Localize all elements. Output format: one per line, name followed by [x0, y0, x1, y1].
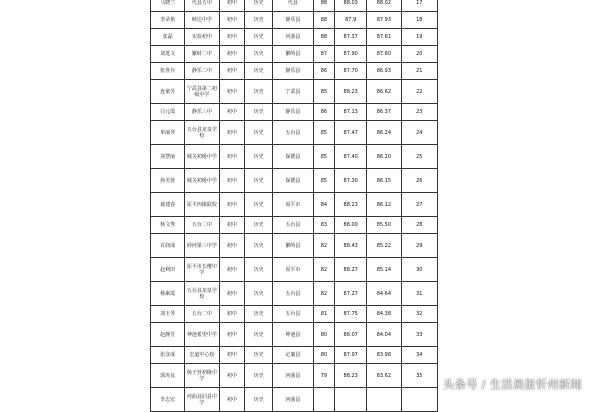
- score-2-cell: 88.23: [335, 80, 367, 104]
- subject-cell: 历史: [245, 364, 273, 388]
- score-final-cell: 86.93: [367, 63, 401, 80]
- score-2-cell: 87.75: [335, 306, 367, 323]
- county-cell: 静乐县: [273, 12, 314, 29]
- table-row: [151, 63, 438, 80]
- school-name-cell: 神池希望中学: [185, 323, 219, 347]
- school-name-cell: 宏道中心校: [185, 347, 219, 364]
- subject-cell: 历史: [245, 169, 273, 193]
- county-cell: 原平市: [273, 258, 314, 282]
- score-2-cell: 88.27: [335, 258, 367, 282]
- score-1-cell: 80: [313, 347, 334, 364]
- score-1-cell: 80: [313, 323, 334, 347]
- subject-cell: 历史: [245, 323, 273, 347]
- teacher-name-cell: 刘进文: [151, 46, 185, 63]
- subject-cell: 历史: [245, 63, 273, 80]
- school-name-cell: 宁武县第二初级中学: [185, 80, 219, 104]
- county-cell: 五台县: [273, 282, 314, 306]
- school-name-cell: 原平西镇联校: [185, 193, 219, 217]
- score-final-cell: 86.20: [367, 145, 401, 169]
- school-name-cell: 五台县龙泉学校: [185, 121, 219, 145]
- school-name-cell: 杨子营初级中学: [185, 364, 219, 388]
- rank-cell: 24: [401, 121, 437, 145]
- rank-cell: 23: [401, 104, 437, 121]
- level-cell: 初中: [219, 217, 245, 234]
- county-cell: 繁峙县: [273, 234, 314, 258]
- score-final-cell: 83.98: [367, 347, 401, 364]
- table-row: [151, 193, 438, 217]
- score-1-cell: 85: [313, 121, 334, 145]
- score-2-cell: 87.70: [335, 63, 367, 80]
- county-cell: 静乐县: [273, 63, 314, 80]
- teacher-name-cell: 张彦成: [151, 347, 185, 364]
- teacher-name-cell: 张喜存: [151, 63, 185, 80]
- school-name-cell: 实验初中: [185, 29, 219, 46]
- rank-cell: 25: [401, 145, 437, 169]
- rank-cell: 26: [401, 169, 437, 193]
- score-final-cell: 86.15: [367, 169, 401, 193]
- school-name-cell: 静乐三中: [185, 104, 219, 121]
- score-final-cell: 85.14: [367, 258, 401, 282]
- table-row: [151, 258, 438, 282]
- score-2-cell: 88.23: [335, 364, 367, 388]
- table-row: [151, 234, 438, 258]
- table-row: [151, 306, 438, 323]
- level-cell: 初中: [219, 258, 245, 282]
- rank-cell: 30: [401, 258, 437, 282]
- subject-cell: 历史: [245, 347, 273, 364]
- teacher-name-cell: 马晓兰: [151, 0, 185, 12]
- table-row: [151, 169, 438, 193]
- county-cell: 五台县: [273, 306, 314, 323]
- score-final-cell: 88.02: [367, 0, 401, 12]
- score-final-cell: 85.50: [367, 217, 401, 234]
- score-final-cell: 86.12: [367, 193, 401, 217]
- teacher-name-cell: 杨素霞: [151, 282, 185, 306]
- school-name-cell: 五台二中: [185, 306, 219, 323]
- score-1-cell: 88: [313, 12, 334, 29]
- subject-cell: 历史: [245, 282, 273, 306]
- table-row: [151, 217, 438, 234]
- county-cell: 代县: [273, 0, 314, 12]
- score-2-cell: 87.97: [335, 347, 367, 364]
- rank-cell: 17: [401, 0, 437, 12]
- county-cell: 河曲县: [273, 388, 314, 412]
- table-row: [151, 104, 438, 121]
- county-cell: 静乐县: [273, 104, 314, 121]
- county-cell: 保德县: [273, 169, 314, 193]
- table-row: [151, 12, 438, 29]
- subject-cell: 历史: [245, 193, 273, 217]
- table-row: [151, 121, 438, 145]
- level-cell: 初中: [219, 121, 245, 145]
- county-cell: 河曲县: [273, 364, 314, 388]
- score-2-cell: 88.03: [335, 0, 367, 12]
- score-1-cell: 82: [313, 234, 334, 258]
- score-final-cell: 83.62: [367, 364, 401, 388]
- county-cell: 神池县: [273, 323, 314, 347]
- table-row: [151, 80, 438, 104]
- level-cell: 初中: [219, 282, 245, 306]
- school-name-cell: 峡达中学: [185, 12, 219, 29]
- level-cell: 初中: [219, 169, 245, 193]
- score-final-cell: 86.62: [367, 80, 401, 104]
- rank-cell: 20: [401, 46, 437, 63]
- table-body: [151, 0, 438, 412]
- school-name-cell: 代县五中: [185, 0, 219, 12]
- subject-cell: 历史: [245, 46, 273, 63]
- level-cell: 初中: [219, 0, 245, 12]
- rank-cell: 34: [401, 347, 437, 364]
- school-name-cell: 静乐二中: [185, 63, 219, 80]
- score-2-cell: 87.37: [335, 29, 367, 46]
- score-1-cell: 85: [313, 169, 334, 193]
- rank-cell: 35: [401, 364, 437, 388]
- table-row: [151, 0, 438, 12]
- table-row: [151, 282, 438, 306]
- score-final-cell: 87.60: [367, 46, 401, 63]
- rank-cell: 27: [401, 193, 437, 217]
- table-row: [151, 364, 438, 388]
- county-cell: 繁峙县: [273, 46, 314, 63]
- teacher-name-cell: 赵利田: [151, 258, 185, 282]
- score-1-cell: 88: [313, 29, 334, 46]
- rank-cell: 31: [401, 282, 437, 306]
- score-1-cell: 87: [313, 46, 334, 63]
- teacher-name-cell: 连童芳: [151, 80, 185, 104]
- county-cell: 五台县: [273, 121, 314, 145]
- teacher-name-cell: 杨文秀: [151, 217, 185, 234]
- rank-cell: [401, 388, 437, 412]
- county-cell: 定襄县: [273, 347, 314, 364]
- score-final-cell: 84.38: [367, 306, 401, 323]
- score-1-cell: 88: [313, 0, 334, 12]
- score-1-cell: 83: [313, 217, 334, 234]
- rank-cell: 21: [401, 63, 437, 80]
- table-row: [151, 347, 438, 364]
- score-2-cell: 87.90: [335, 46, 367, 63]
- watermark-text: 头条号 / 生活晨报忻州新闻: [443, 378, 582, 391]
- score-2-cell: 87.9: [335, 12, 367, 29]
- rank-cell: 22: [401, 80, 437, 104]
- teacher-name-cell: 刘慧丽: [151, 145, 185, 169]
- subject-cell: 历史: [245, 145, 273, 169]
- teacher-name-cell: 郭虎良: [151, 364, 185, 388]
- level-cell: 初中: [219, 12, 245, 29]
- level-cell: 初中: [219, 145, 245, 169]
- level-cell: 初中: [219, 29, 245, 46]
- rank-cell: 29: [401, 234, 437, 258]
- score-2-cell: [335, 388, 367, 412]
- score-final-cell: 84.04: [367, 323, 401, 347]
- level-cell: 初中: [219, 46, 245, 63]
- county-cell: 河曲县: [273, 29, 314, 46]
- level-cell: 初中: [219, 364, 245, 388]
- score-2-cell: 88.23: [335, 193, 367, 217]
- score-2-cell: 88.43: [335, 234, 367, 258]
- score-1-cell: 85: [313, 145, 334, 169]
- score-2-cell: 87.30: [335, 169, 367, 193]
- score-1-cell: 85: [313, 80, 334, 104]
- subject-cell: 历史: [245, 258, 273, 282]
- score-1-cell: 82: [313, 282, 334, 306]
- score-1-cell: 84: [313, 193, 334, 217]
- county-cell: 宁武县: [273, 80, 314, 104]
- score-final-cell: 86.24: [367, 121, 401, 145]
- level-cell: 初中: [219, 193, 245, 217]
- teacher-name-cell: 李志宏: [151, 388, 185, 412]
- level-cell: 初中: [219, 104, 245, 121]
- teacher-name-cell: 许润成: [151, 234, 185, 258]
- rank-cell: 28: [401, 217, 437, 234]
- level-cell: 初中: [219, 63, 245, 80]
- subject-cell: 历史: [245, 306, 273, 323]
- score-1-cell: 86: [313, 104, 334, 121]
- school-name-cell: 河曲县旧县中学: [185, 388, 219, 412]
- table-row: [151, 323, 438, 347]
- teacher-name-cell: 孙芙蓉: [151, 169, 185, 193]
- rank-cell: 33: [401, 323, 437, 347]
- rank-cell: 32: [401, 306, 437, 323]
- level-cell: 初中: [219, 80, 245, 104]
- score-2-cell: 87.40: [335, 145, 367, 169]
- subject-cell: 历史: [245, 29, 273, 46]
- score-2-cell: 88.07: [335, 323, 367, 347]
- subject-cell: 历史: [245, 388, 273, 412]
- score-final-cell: 85.22: [367, 234, 401, 258]
- county-cell: 保德县: [273, 145, 314, 169]
- school-name-cell: 城关初级中学: [185, 145, 219, 169]
- score-1-cell: 81: [313, 306, 334, 323]
- level-cell: 初中: [219, 234, 245, 258]
- score-table: [150, 0, 438, 412]
- level-cell: 初中: [219, 306, 245, 323]
- school-name-cell: 繁峙二中: [185, 46, 219, 63]
- score-2-cell: 87.13: [335, 104, 367, 121]
- table-row: [151, 388, 438, 412]
- score-final-cell: 87.93: [367, 12, 401, 29]
- score-final-cell: 86.37: [367, 104, 401, 121]
- county-cell: 五台县: [273, 217, 314, 234]
- school-name-cell: 砂河第三中学: [185, 234, 219, 258]
- score-final-cell: [367, 388, 401, 412]
- score-1-cell: [313, 388, 334, 412]
- score-2-cell: 87.47: [335, 121, 367, 145]
- table-row: [151, 29, 438, 46]
- level-cell: 初中: [219, 323, 245, 347]
- teacher-name-cell: 单丽琴: [151, 121, 185, 145]
- score-1-cell: 86: [313, 63, 334, 80]
- subject-cell: 历史: [245, 217, 273, 234]
- subject-cell: 历史: [245, 234, 273, 258]
- level-cell: 初中: [219, 388, 245, 412]
- subject-cell: 历史: [245, 0, 273, 12]
- school-name-cell: 五台二中: [185, 217, 219, 234]
- score-final-cell: 87.61: [367, 29, 401, 46]
- teacher-name-cell: 李录艳: [151, 12, 185, 29]
- school-name-cell: 城关初级中学: [185, 169, 219, 193]
- score-1-cell: 82: [313, 258, 334, 282]
- subject-cell: 历史: [245, 104, 273, 121]
- table-row: [151, 46, 438, 63]
- subject-cell: 历史: [245, 121, 273, 145]
- table-row: [151, 145, 438, 169]
- county-cell: 原平市: [273, 193, 314, 217]
- score-final-cell: 84.64: [367, 282, 401, 306]
- teacher-name-cell: 刘玉琴: [151, 306, 185, 323]
- teacher-name-cell: 白元霞: [151, 104, 185, 121]
- teacher-name-cell: 张磊: [151, 29, 185, 46]
- level-cell: 初中: [219, 347, 245, 364]
- rank-cell: 19: [401, 29, 437, 46]
- score-1-cell: 79: [313, 364, 334, 388]
- school-name-cell: 五台县龙泉学校: [185, 282, 219, 306]
- score-2-cell: 88.00: [335, 217, 367, 234]
- subject-cell: 历史: [245, 80, 273, 104]
- score-2-cell: 87.27: [335, 282, 367, 306]
- teacher-name-cell: 赵静芳: [151, 323, 185, 347]
- school-name-cell: 原平市长缨中学: [185, 258, 219, 282]
- subject-cell: 历史: [245, 12, 273, 29]
- rank-cell: 18: [401, 12, 437, 29]
- teacher-name-cell: 聂建春: [151, 193, 185, 217]
